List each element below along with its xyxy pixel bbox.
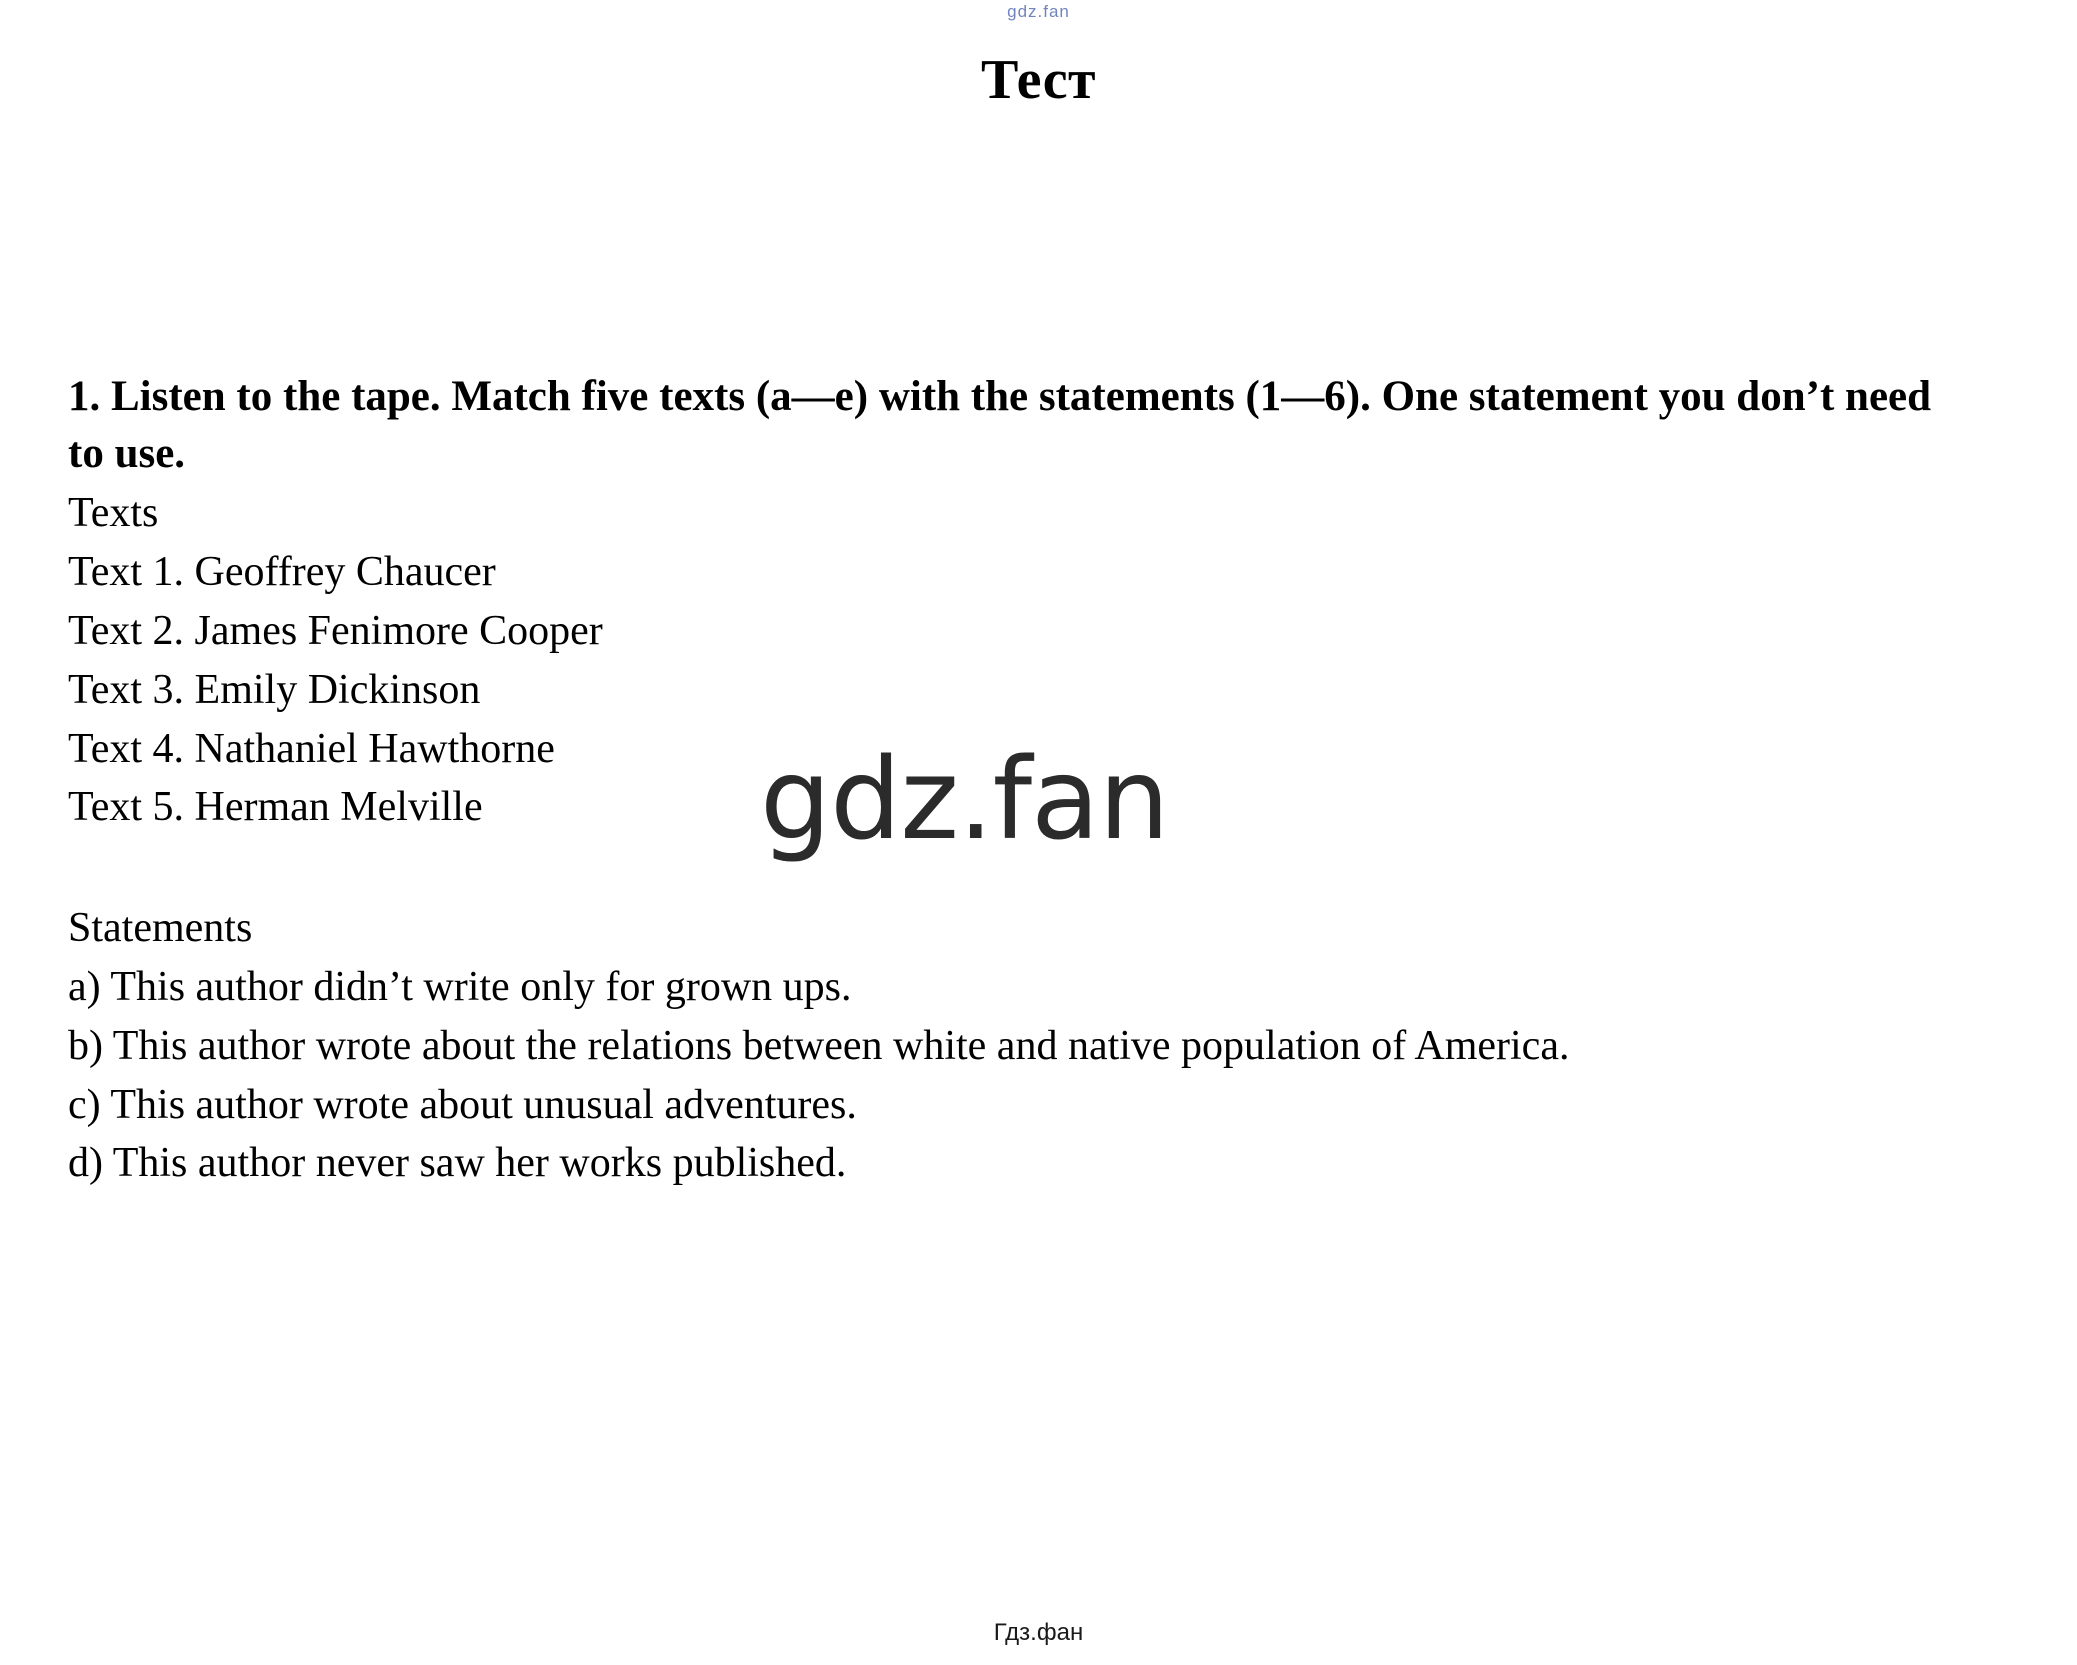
center-watermark: gdz.fan [760,735,1169,865]
texts-label: Texts [68,490,159,537]
section-spacer [68,837,2008,899]
list-item: c) This author wrote about unusual adventures. [68,1081,857,1128]
task-instruction: 1. Listen to the tape. Match five texts (a—e) with the statements (1—6). One statement you don’t need to use. [68,373,1932,478]
list-item: b) This author wrote about the relations between white and native population of America. [68,1022,1570,1069]
document-body [68,368,2008,1193]
page-title: Тест [980,49,1097,111]
list-item: a) This author didn’t write only for grown ups. [68,963,852,1010]
list-item: d) This author never saw her works published. [68,1140,847,1187]
statements-label: Statements [68,905,253,952]
list-item: Text 1. Geoffrey Chaucer [68,549,496,596]
list-item: Text 4. Nathaniel Hawthorne [68,725,555,772]
bottom-watermark: Гдз.фан [993,1619,1084,1646]
list-item: Text 3. Emily Dickinson [68,666,481,713]
list-item: Text 5. Herman Melville [68,784,483,831]
list-item: Text 2. James Fenimore Cooper [68,607,603,654]
top-watermark: gdz.fan [1007,2,1070,21]
